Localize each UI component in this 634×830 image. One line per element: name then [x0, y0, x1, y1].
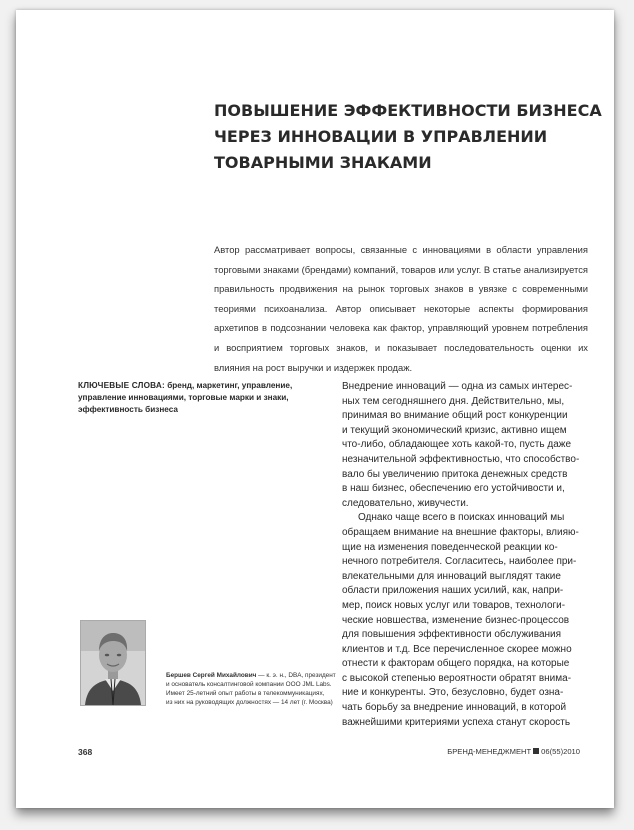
body-line: Однако чаще всего в поисках инноваций мы — [358, 512, 565, 524]
body-line: с высокой степенью вероятности обратят внима- — [342, 672, 572, 684]
body-line: ческие новшества, изменение бизнес-процессов — [342, 614, 570, 626]
body-line: обращаем внимание на внешние факторы, влияю- — [342, 526, 579, 538]
bio-first-line — [166, 671, 336, 680]
square-separator-icon — [533, 748, 539, 754]
body-line: нечного потребителя. Согласитесь, наиболее при- — [342, 556, 577, 568]
author-portrait-image — [81, 621, 145, 705]
title-line: ТОВАРНЫМИ ЗНАКАМИ — [214, 153, 432, 172]
keywords-label: КЛЮЧЕВЫЕ СЛОВА: — [78, 381, 165, 390]
body-line: ние и конкуренты. Это, безусловно, будет озна- — [342, 687, 564, 699]
body-line: влекательными для инноваций выглядят такие — [342, 570, 561, 582]
bio-line: и основатель консалтинговой компании ООО JML Labs. — [166, 681, 332, 688]
bio-line: из них на руководящих должностях — 14 лет (г. Москва) — [166, 699, 333, 706]
article-title — [214, 98, 604, 176]
body-line: и текущий экономический кризис, активно ищем — [342, 424, 567, 436]
body-line: щие на изменения поведенческой реакции ко- — [342, 541, 558, 553]
issue-number: 06(55)2010 — [541, 747, 580, 756]
body-line: области приложения наших усилий, как, напри- — [342, 585, 564, 597]
body-line: ных тем сегодняшнего дня. Действительно, мы, — [342, 395, 565, 407]
page-number: 368 — [78, 747, 93, 757]
body-line: отнести к факторам общего порядка, на которые — [342, 658, 570, 670]
bio-line: Имеет 25-летний опыт работы в телекоммуникациях, — [166, 690, 325, 697]
body-line: мер, поиск новых услуг или товаров, технологи- — [342, 599, 566, 611]
author-bio — [166, 671, 336, 707]
author-photo — [80, 620, 146, 706]
body-line: Внедрение инноваций — одна из самых интерес- — [342, 381, 573, 392]
body-line: чать борьбу за внедрение инноваций, в которой — [342, 702, 567, 714]
body-paragraph — [342, 511, 594, 730]
document-page — [16, 10, 614, 808]
body-line: незначительной эффективностью, что способство- — [342, 453, 580, 465]
body-line: следовательно, живучести. — [342, 497, 469, 509]
article-abstract: Автор рассматривает вопросы, связанные с инновациями в области управления торговыми знаками (брендами) компаний, товаров или услуг. В статье анализируется правильность продвижения на рынок торговых знаков в увязке с современными теориями психоанализа. Автор описывает некоторые аспекты формирования архетипов в подсознании человека как фактор, управляющий уровнем потребления и восприятием торговых знаков, и показывает последовательность оценки их влияния на рост выручки и издержек продаж. — [214, 244, 588, 373]
keywords-block — [78, 380, 328, 416]
body-line: принимая во внимание общий рост конкуренции — [342, 410, 568, 422]
body-line: вало бы увеличению притока денежных средств — [342, 468, 568, 480]
bio-line: — к. э. н., DBA, президент — [256, 672, 336, 679]
journal-name: БРЕНД-МЕНЕДЖМЕНТ — [447, 747, 532, 756]
body-paragraph — [342, 380, 594, 511]
title-line: ПОВЫШЕНИЕ ЭФФЕКТИВНОСТИ БИЗНЕСА — [214, 101, 602, 120]
article-body — [342, 380, 594, 730]
body-line: клиентов и т.д. Все перечисленное скорее можно — [342, 643, 572, 655]
body-line: для повышения эффективности обслуживания — [342, 629, 562, 641]
running-footer — [447, 747, 580, 756]
keywords-text: бренд, маркетинг, управление, управление инновациями, торговые марки и знаки, эффективность бизнеса — [78, 381, 293, 414]
body-line: что-либо, обладающее хоть какой-то, пусть даже — [342, 439, 572, 451]
title-line: ЧЕРЕЗ ИННОВАЦИИ В УПРАВЛЕНИИ — [214, 127, 548, 146]
author-name: Бершев Сергей Михайлович — [166, 672, 257, 679]
body-line: в наш бизнес, обеспечению его устойчивости и, — [342, 483, 565, 495]
body-line: важнейшими критериями успеха станут скорость — [342, 716, 571, 728]
